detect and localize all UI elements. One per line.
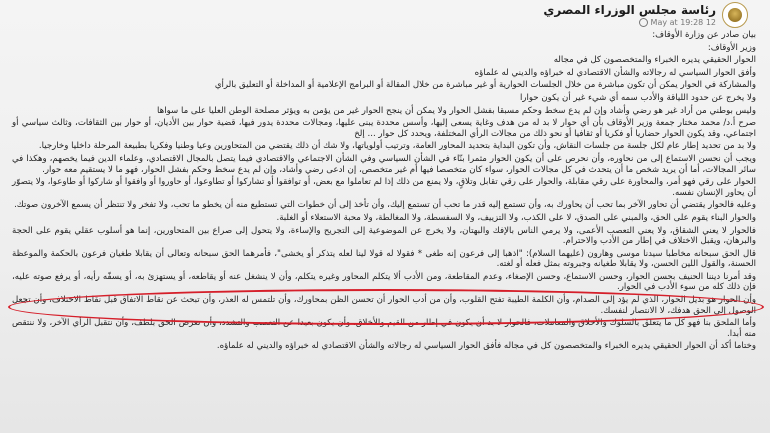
paragraph: والمشاركة في الحوار يمكن أن تكون مباشرة من خلال الجلسات الحوارية أو غير مباشرة من خلال المقالة أو البرامج الإعلامية أو المداخلة أو التعليق بالرأي xyxy=(214,80,756,91)
highlighted-paragraph: قال الحق سبحانه مخاطبا سيدنا موسى وهارون (عليهما السلام): "اذهبا إلى فرعون إنه طغى * فقولا له قولا لينا لعله يتذكر أو يخشى"، فأمرهما الحق سبحانه وتعالى أن يقابلا طغيان فرعون بالحكمة والموعظة الحسنة، والقول اللين الحسن، ولا يقابلا طغيانه وجبروته بمثل فعله أو لغته. xyxy=(12,248,756,270)
paragraph: وأما الملحق بنا فهو كل ما يتعلق بالسلوك والأخلاق والمعاملات، فالحوار لا بد أن يكون في إطار من القيم والأخلاق، وأن يكون بعيدا عن التعصب والتشدد، وأن نعرض الحق بلطف، وأن نتقبل الرأي الآخر، ولا ننتقص منه أبدا. xyxy=(12,318,756,339)
paragraph: وزير الأوقاف: xyxy=(707,42,756,53)
paragraph: وقد أمرنا ديننا الحنيف بحسن الحوار، وحسن الاستماع، وحسن الإصغاء، وعدم المقاطعة، ومن الأدب ألا يتكلم المحاور وغيره يتكلم، وأن لا ينشغل عنه أو يقاطعه، أو يستهزئ به، أو يسفّه رأيه، أو يرفع صوته عليه، فإن ذلك كله من سوء الأدب في الحوار. xyxy=(12,271,756,293)
post-date[interactable]: 12 May at 19:28 xyxy=(650,17,716,27)
paragraph: والحوار البناء يقوم على الحق، والمبني على الصدق، لا على الكذب، ولا التزييف، ولا السفسطة، ولا المغالطة، ولا محبة الاستعلاء أو الغلبة. xyxy=(276,212,756,223)
page-avatar[interactable] xyxy=(722,2,748,28)
eagle-emblem-icon xyxy=(728,8,742,22)
paragraph: فالحوار لا يعني الشقاق، ولا يعني التعصب الأعمى، ولا يرمي الناس بالإفك والبهتان، ولا يخرج عن الموضوعية إلى التجريح والإساءة، ولا يتحول إلى صراع بين المتحاورين، إنما هو أسلوب عقلي يقوم على الحجة والبرهان، ويقبل الاختلاف في إطار من الأدب والاحترام. xyxy=(12,225,756,247)
paragraph: الحوار على رقي فهو أمر، والمحاورة على رقي مقابلة، والحوار على رقي تقابل وتلاقٍ، ولا يمنع من ذلك إذا لم تعاملوا مع بعض، أو توافقوا أو تشاركوا أو تطاوعوا، أو حاوروا أو وافقوا أو شاركوا أو طاوعوا، ولا يتصوّر أن يحاور الإنسان نفسه. xyxy=(12,177,756,198)
paragraph: وعليه فالحوار يقتضي أن تحاور الآخر بما تحب أن يحاورك به، وأن تستمع إليه قدر ما تحب أن تستمع إليك، وأن تأخذ إلى أن خطوات التي تستطيع منه أن يخطو ما تحب، ولا تفخر ولا تنتظر أن يسمع الآخرون صوتك. xyxy=(14,200,756,211)
paragraph: وختاما أكد أن الحوار الحقيقي يديره الخبراء والمتخصصون كل في مجاله فأفق الحوار السياسي له رجالاته والشأن الاقتصادي له خبراؤه والديني له علماؤه. xyxy=(216,341,756,352)
globe-icon xyxy=(639,18,648,27)
paragraph: وليس بوطني من أراد غير هو رضي وأشاد وإن لم يدع سخط وحكم مسبقا بفشل الحوار ولا يمكن أن ينجح الحوار غير من يؤمن به ويؤثر مصلحة الوطن العليا على ما سواها xyxy=(157,105,756,116)
paragraph: وأفق الحوار السياسي له رجالاته والشأن الاقتصادي له خبراؤه والديني له علماؤه xyxy=(474,67,756,78)
post-body xyxy=(12,30,756,354)
post-author xyxy=(543,4,716,27)
paragraph: صرح أ.د/ محمد مختار جمعة وزير الأوقاف بأن أي حوار لا بد له من هدف وغاية يسعى إليها، وأسس محددة يبنى عليها، ومجالات محددة يدور فيها، قضية حوار بين الأديان، أو حوار بين الثقافات، وثالث سياسي أو اجتماعي، وقد يكون الحوار حضاريا أو فكريا أو ثقافيا أو نحو ذلك من مجالات الرأي المختلفة، ويحدد كل حوار ... إلخ xyxy=(12,118,756,139)
paragraph: بيان صادر عن وزارة الأوقاف: xyxy=(652,30,756,40)
page-name[interactable]: رئاسة مجلس الوزراء المصري xyxy=(543,2,716,17)
paragraph: ولا بد من تحديد إطار عام لكل جلسة من جلسات النقاش، وأن تكون البداية بتحديد المحاور العامة، وترتيب أولوياتها، ولا شك أن ذلك يقتضي من المتحاورين وعيا وطنيا وفكريا بطبيعة المرحلة داخليا وخارجيا. xyxy=(38,141,756,152)
paragraph: وأن الحوار هو بديل الحوار، الذي لم يؤد إلى الصدام، وأن الكلمة الطيبة تفتح القلوب، وأن من أدب الحوار أن تحسن الظن بمحاورك، وأن تلتمس له العذر، وأن تبحث عن نقاط الاتفاق قبل نقاط الاختلاف، وأن تجعل الوصول إلى الحق هدفك، لا الانتصار لنفسك. xyxy=(12,295,756,316)
paragraph: ويجب أن نحسن الاستماع إلى من نحاوره، وأن نحرص على أن يكون الحوار مثمرا بنّاء في الشأن السياسي وفي الشأن الاجتماعي والاقتصادي فيما يتصل بالمجال الاقتصادي، وعلماء الدين فيما يخصهم، وهكذا في سائر المجالات، أما أن يريد شخص ما أن يتحدث في كل مجالات الحوار، سواء كان متخصصا فيها أم غير متخصص، إن ادعى رضي وأشاد، وإن لم يدع سخط وحكم بفشل الحوار، فهو ما لا يستقيم معه حوار. xyxy=(12,153,756,175)
paragraph: ولا يخرج عن حدود اللياقة والأدب سمه أي شيء غير أن يكون حوارا xyxy=(519,92,756,103)
paragraph: الحوار الحقيقي يديره الخبراء والمتخصصون كل في مجاله xyxy=(553,55,756,66)
post-header xyxy=(543,2,748,28)
